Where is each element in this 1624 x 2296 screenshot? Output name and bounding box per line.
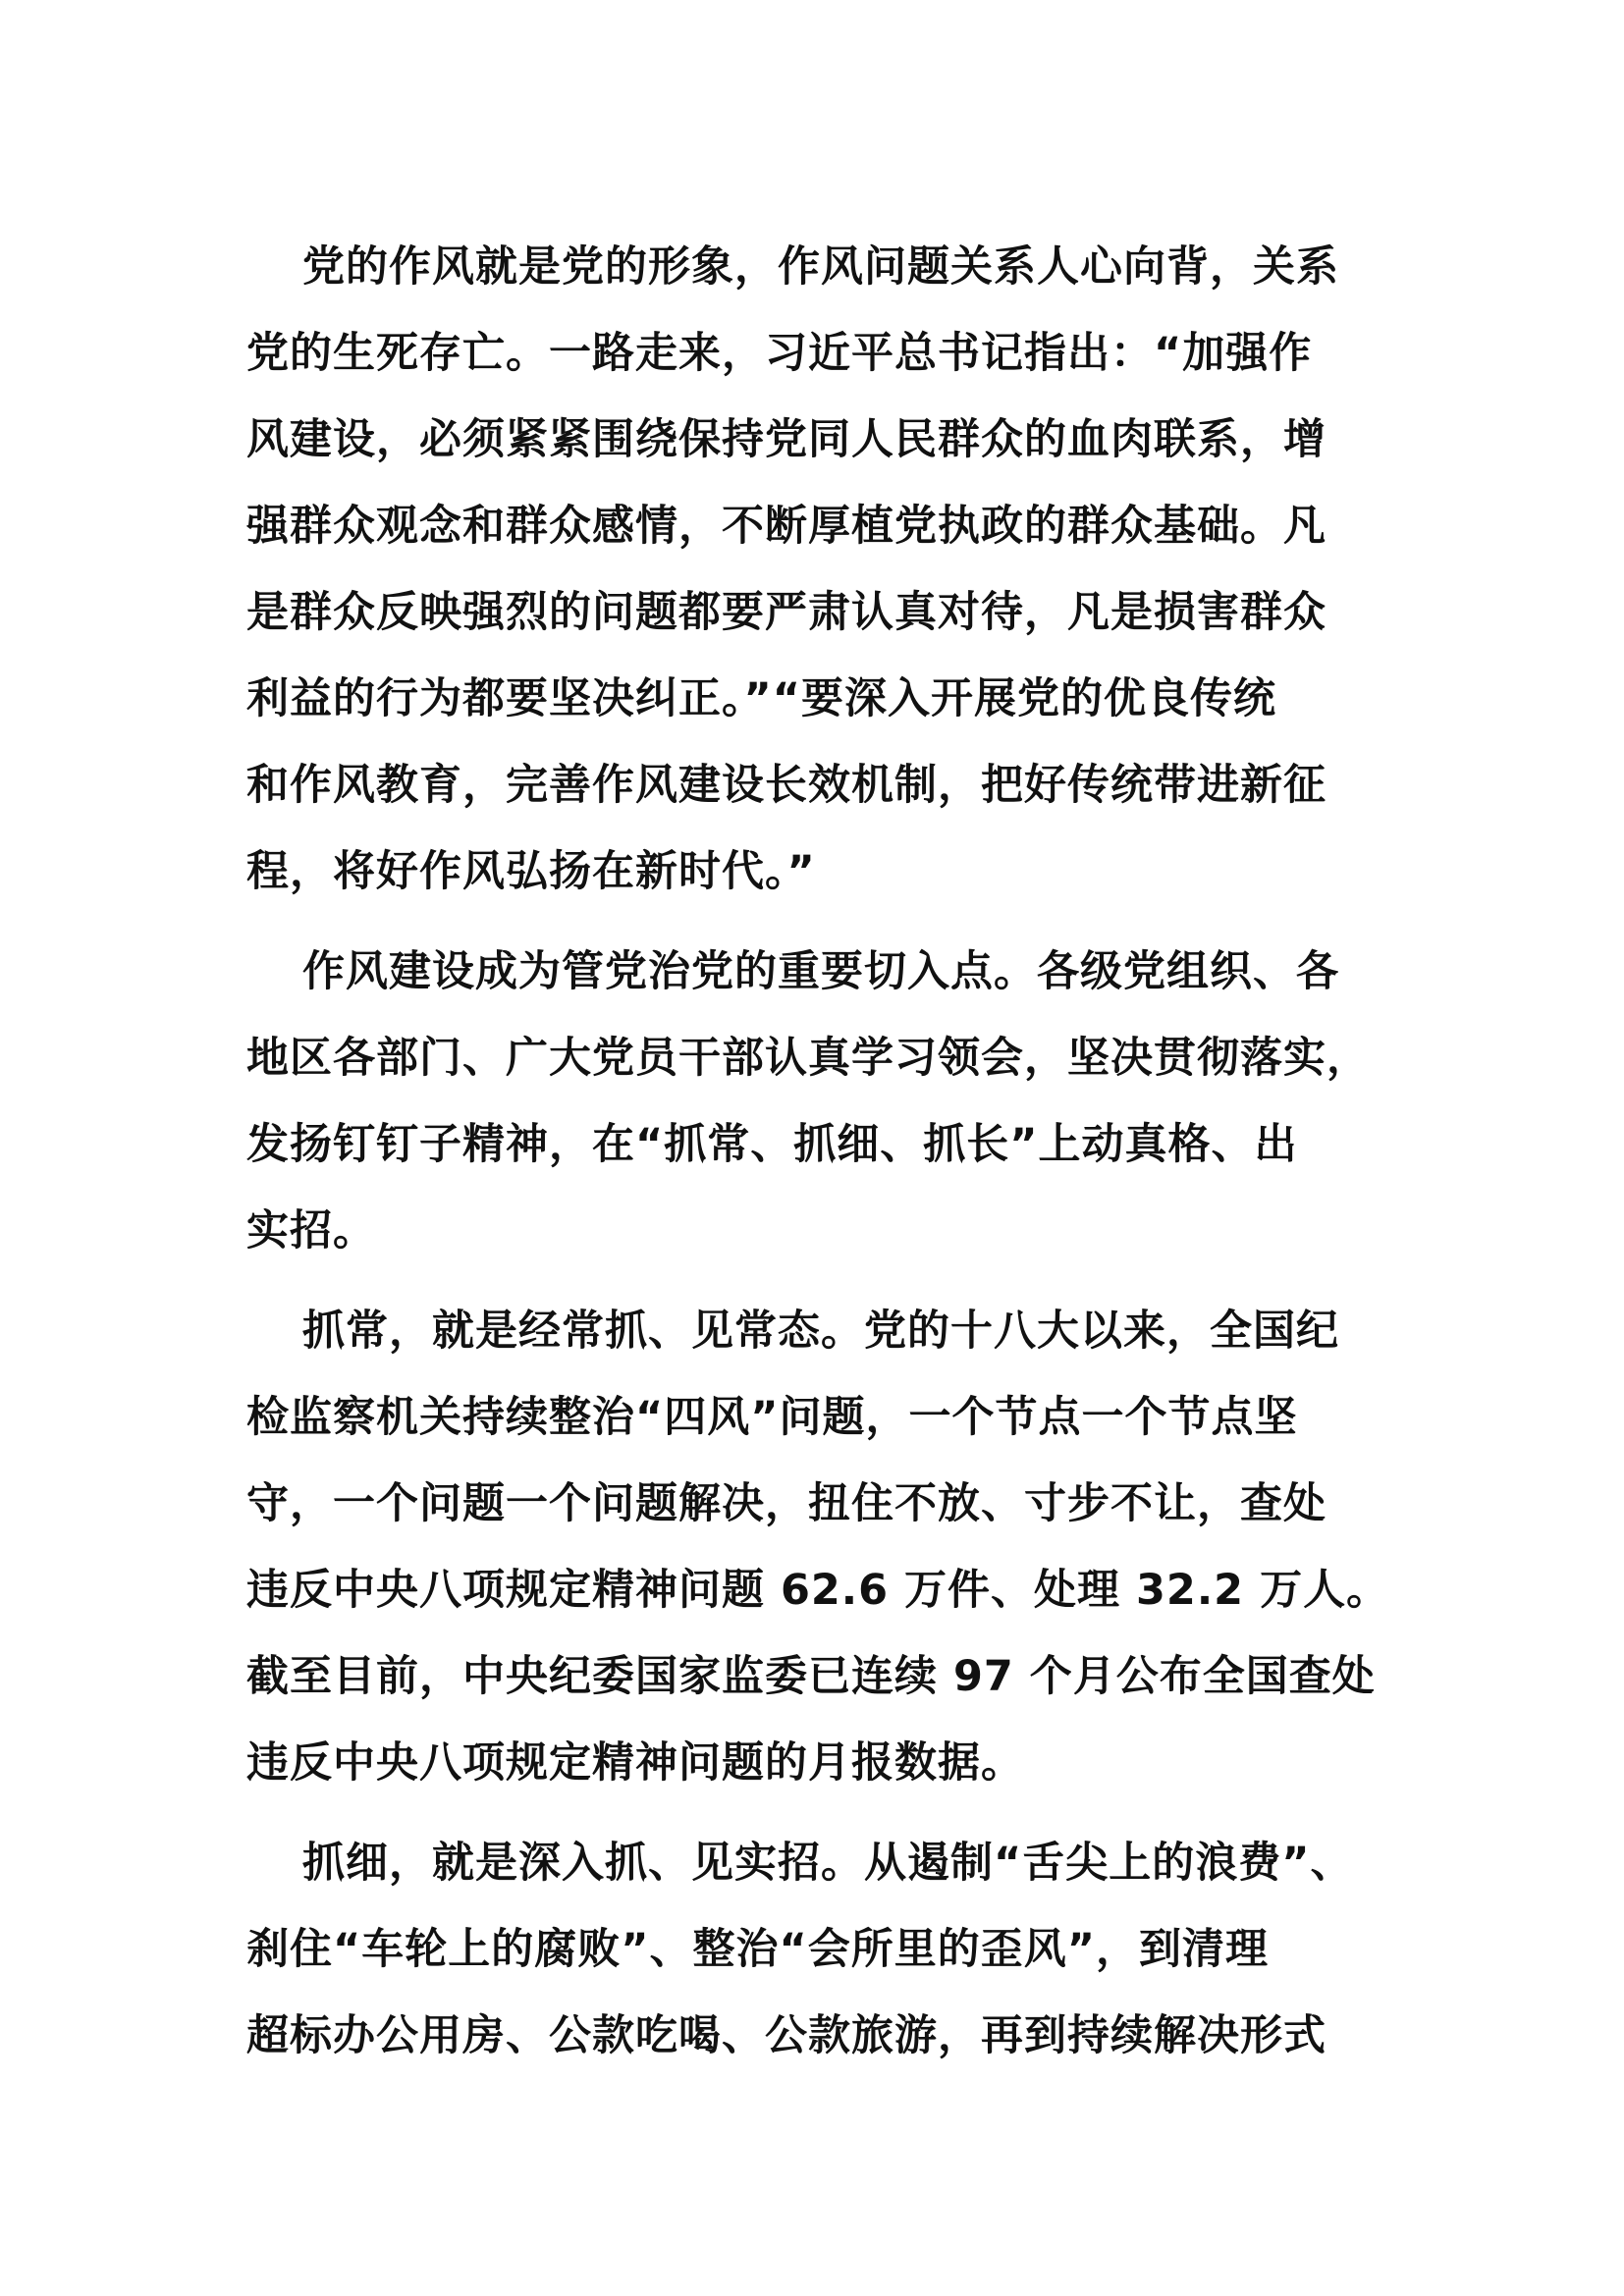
text-line: 程，将好作风弘扬在新时代。” <box>246 847 816 896</box>
paragraph-spacer <box>246 1806 1385 1820</box>
text-line: 发扬钉钉子精神，在“抓常、抓细、抓长”上动真格、出 <box>246 1120 1298 1169</box>
text-line: 守，一个问题一个问题解决，扭住不放、寸步不让，查处 <box>246 1479 1326 1528</box>
paragraph <box>246 1820 1385 2079</box>
text-line: 和作风教育，完善作风建设长效机制，把好传统带进新征 <box>246 761 1326 810</box>
text-line: 地区各部门、广大党员干部认真学习领会，坚决贯彻落实， <box>246 1034 1370 1083</box>
text-line: 违反中央八项规定精神问题的月报数据。 <box>246 1738 1024 1788</box>
text-line: 超标办公用房、公款吃喝、公款旅游，再到持续解决形式 <box>246 2011 1326 2060</box>
text-line: 违反中央八项规定精神问题 62.6 万件、处理 32.2 万人。 <box>246 1566 1390 1615</box>
text-line: 刹住“车轮上的腐败”、整治“会所里的歪风”，到清理 <box>246 1925 1270 1974</box>
text-line: 强群众观念和群众感情，不断厚植党执政的群众基础。凡 <box>246 502 1326 551</box>
paragraph-spacer <box>246 915 1385 929</box>
text-line: 党的生死存亡。一路走来，习近平总书记指出：“加强作 <box>246 329 1313 378</box>
document-body <box>246 224 1390 2079</box>
text-line: 截至目前，中央纪委国家监委已连续 97 个月公布全国查处 <box>246 1652 1376 1701</box>
text-line: 抓细，就是深入抓、见实招。从遏制“舌尖上的浪费”、 <box>302 1839 1354 1888</box>
paragraph <box>246 224 1385 915</box>
text-line: 党的作风就是党的形象，作风问题关系人心向背，关系 <box>302 242 1339 292</box>
text-line: 检监察机关持续整治“四风”问题，一个节点一个节点坚 <box>246 1393 1298 1442</box>
text-line: 作风建设成为管党治党的重要切入点。各级党组织、各 <box>302 947 1339 996</box>
text-line: 实招。 <box>246 1206 376 1255</box>
text-line: 风建设，必须紧紧围绕保持党同人民群众的血肉联系，增 <box>246 415 1326 464</box>
paragraph-spacer <box>246 1274 1385 1288</box>
text-line: 利益的行为都要坚决纠正。”“要深入开展党的优良传统 <box>246 674 1277 723</box>
text-line: 抓常，就是经常抓、见常态。党的十八大以来，全国纪 <box>302 1307 1339 1356</box>
paragraph <box>246 1288 1390 1806</box>
text-line: 是群众反映强烈的问题都要严肃认真对待，凡是损害群众 <box>246 588 1326 637</box>
paragraph <box>246 929 1385 1274</box>
